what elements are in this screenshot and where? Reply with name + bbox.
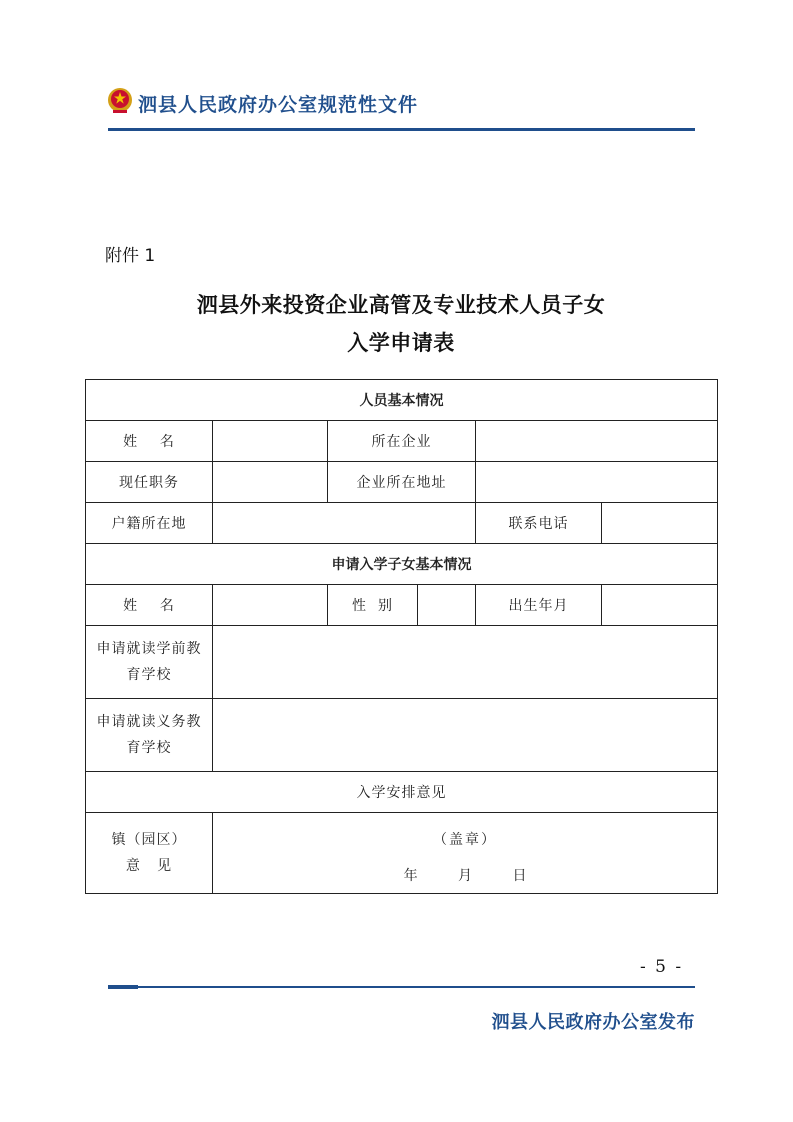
seal-text: （盖章） [433,832,498,848]
phone-label: 联系电话 [476,503,602,544]
town-opinion-label-line2: 意 见 [125,858,173,874]
gender-label: 性 别 [328,585,418,626]
attachment-label: 附件 1 [105,246,156,266]
footer-publisher: 泗县人民政府办公室发布 [491,1012,695,1033]
town-opinion-label-line1: 镇（园区） [111,832,187,848]
header-title: 泗县人民政府办公室规范性文件 [138,94,419,116]
preschool-cell[interactable] [213,626,718,699]
name-cell[interactable] [213,421,328,462]
application-form-table [85,379,718,894]
section-child-heading: 申请入学子女基本情况 [86,544,718,585]
household-registration-cell[interactable] [213,503,476,544]
national-emblem-icon [105,86,135,116]
town-opinion-cell[interactable] [213,813,718,894]
household-registration-label: 户籍所在地 [86,503,213,544]
preschool-label [86,626,213,699]
date-line [213,865,717,885]
company-address-cell[interactable] [476,462,718,503]
page-number: - 5 - [640,957,684,977]
preschool-label-line1: 申请就读学前教 [96,641,202,657]
footer-divider [108,986,695,988]
preschool-label-line2: 育学校 [126,667,172,683]
company-cell[interactable] [476,421,718,462]
position-label: 现任职务 [86,462,213,503]
document-title-line1: 泗县外来投资企业高管及专业技术人员子女 [196,293,606,317]
town-opinion-label [86,813,213,894]
compulsory-label-line1: 申请就读义务教 [96,714,202,730]
company-address-label: 企业所在地址 [328,462,476,503]
phone-cell[interactable] [602,503,718,544]
document-title-line2: 入学申请表 [347,331,455,355]
company-label: 所在企业 [328,421,476,462]
footer-divider-accent [108,985,138,989]
date-year: 年 [403,868,418,884]
name-label: 姓 名 [86,421,213,462]
compulsory-cell[interactable] [213,699,718,772]
birth-month-label: 出生年月 [476,585,602,626]
header-divider [108,128,695,131]
child-name-cell[interactable] [213,585,328,626]
section-personnel-heading: 人员基本情况 [86,380,718,421]
birth-month-cell[interactable] [602,585,718,626]
date-day: 日 [512,868,527,884]
position-cell[interactable] [213,462,328,503]
compulsory-label [86,699,213,772]
compulsory-label-line2: 育学校 [126,740,172,756]
arrangement-opinion-label: 入学安排意见 [86,772,718,813]
date-month: 月 [458,868,473,884]
child-name-label: 姓 名 [86,585,213,626]
gender-cell[interactable] [418,585,476,626]
